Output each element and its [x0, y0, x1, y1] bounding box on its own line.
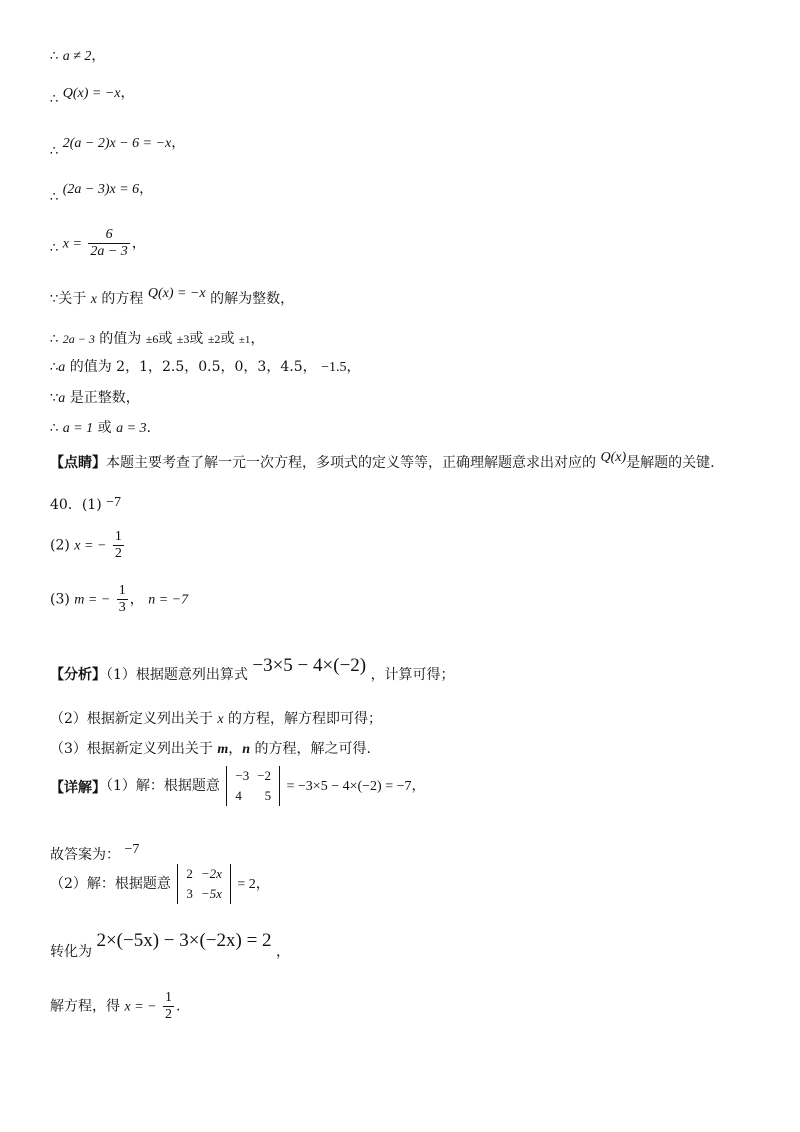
variable: m [217, 742, 229, 757]
punct: . [146, 420, 151, 436]
therefore-symbol: ∴ [50, 421, 59, 436]
math-expr: −3×5 − 4×(−2) [252, 655, 367, 676]
text: 的值为 [99, 331, 142, 347]
therefore-symbol: ∴ [50, 332, 59, 347]
numerator: 1 [118, 583, 126, 598]
analysis-line3 [50, 740, 371, 759]
math-expr: Q(x) = −x [147, 286, 206, 301]
convert-line [50, 930, 291, 960]
math-lhs: m = − [74, 592, 111, 608]
determinant [177, 864, 231, 904]
math-expr: = −3×5 − 4×(−2) = −7 [286, 779, 412, 794]
punct: ， [129, 591, 144, 608]
fraction [113, 529, 124, 562]
numerator: 6 [88, 227, 129, 244]
math-expr: Q(x) [600, 450, 627, 465]
fraction [117, 583, 128, 616]
text: 的方程 [96, 291, 144, 307]
det-cell: 5 [264, 788, 272, 803]
step-solve-x [50, 227, 146, 260]
answer-line [50, 840, 140, 863]
value: ±6 [145, 332, 159, 346]
math-expr: = 2 [237, 877, 256, 892]
text: 或 [189, 331, 204, 347]
fraction [163, 990, 174, 1023]
punct: ， [250, 331, 265, 347]
variable: n [242, 742, 251, 757]
text: 关于 [58, 291, 91, 307]
step-substitute [50, 134, 186, 159]
math-expr: a ≠ 2 [62, 49, 92, 64]
analysis-tag: 【分析】 [50, 667, 106, 683]
fraction [88, 227, 129, 260]
determinant [226, 766, 280, 806]
det-cell: 2 [186, 866, 193, 881]
math-expr: a = 1 [62, 421, 94, 436]
math-expr: (2a − 3)x = 6 [62, 182, 140, 197]
detail-line1 [50, 766, 426, 806]
therefore-symbol: ∴ [50, 92, 59, 107]
note-text: 本题主要考查了解一元一次方程，多项式的定义等等，正确理解题意求出对应的 [106, 455, 596, 471]
therefore-symbol: ∴ [50, 144, 59, 159]
text: 的值为 2，1，2.5，0.5，0，3，4.5， [65, 359, 317, 375]
det-cell: 3 [186, 886, 193, 901]
math-lhs: x = − [74, 538, 107, 554]
step-a-values [50, 358, 360, 377]
variable: a [58, 391, 66, 406]
step-q-equals-neg-x [50, 84, 135, 107]
punct: ， [120, 85, 135, 101]
text: 的方程，解方程即可得； [223, 711, 383, 727]
detail-line2 [50, 864, 270, 904]
detail-tag: 【详解】 [50, 780, 106, 796]
text: 故答案为： [50, 847, 120, 863]
part-label: (2) [50, 537, 70, 554]
variable: x [217, 712, 224, 727]
math-expr: n = −7 [148, 592, 189, 608]
therefore-symbol: ∴ [50, 360, 59, 375]
math-expr: a = 3 [116, 421, 147, 436]
punct: ， [131, 235, 146, 252]
punct: ， [171, 135, 186, 151]
note-text: 是解题的关键. [626, 455, 715, 471]
text: 或 [97, 420, 112, 436]
math-expr: Q(x) = −x [62, 86, 121, 101]
answer-value: −7 [106, 495, 122, 510]
text: ，计算可得； [370, 667, 455, 683]
q40-part2 [50, 529, 126, 562]
det-cell: −2 [257, 768, 272, 783]
text: 转化为 [50, 944, 92, 960]
therefore-symbol: ∴ [50, 190, 59, 205]
text: （1）根据题意列出算式 [106, 667, 248, 683]
analysis-line1 [50, 655, 455, 683]
text: 是正整数， [65, 390, 140, 406]
text: （1）解：根据题意 [106, 778, 220, 794]
punct: ， [139, 181, 154, 197]
text: （2）根据新定义列出关于 [50, 711, 218, 727]
step-positive-integer [50, 389, 140, 408]
denominator: 2a − 3 [90, 244, 128, 259]
math-lhs: x = [62, 236, 82, 252]
det-cell: −3 [235, 768, 250, 783]
det-cell: 4 [235, 788, 242, 803]
value: ±3 [176, 332, 190, 346]
q40-part1 [50, 496, 121, 515]
math-expr: 2×(−5x) − 3×(−2x) = 2 [96, 930, 272, 951]
text: 或 [220, 331, 235, 347]
value: ±2 [207, 332, 221, 346]
therefore-symbol: ∴ [50, 49, 59, 64]
punct: ， [411, 778, 426, 794]
punct: . [176, 998, 181, 1015]
part-label: (1) [81, 497, 102, 513]
text: 的方程，解之可得. [250, 741, 371, 757]
because-symbol: ∵ [50, 292, 59, 307]
step-divisor-values [50, 330, 264, 349]
denominator: 2 [165, 1007, 173, 1022]
q40-part3 [50, 583, 188, 616]
text: （2）解：根据题意 [50, 876, 171, 892]
comment-note [50, 448, 715, 471]
numerator: 1 [114, 529, 122, 544]
therefore-symbol: ∴ [50, 240, 59, 256]
punct: ， [255, 876, 270, 892]
answer-value: −7 [124, 842, 140, 857]
note-tag: 【点睛】 [50, 455, 106, 471]
step-conclusion [50, 419, 151, 438]
det-cell: −5x [200, 886, 222, 901]
text: （3）根据新定义列出关于 [50, 741, 218, 757]
math-expr: 2(a − 2)x − 6 = −x [62, 136, 172, 151]
question-number: 40． [50, 497, 82, 513]
text: 解方程，得 [50, 998, 120, 1015]
value: −1.5 [321, 360, 347, 375]
step-a-not-2 [50, 47, 105, 66]
text: 或 [158, 331, 173, 347]
part-label: (3) [50, 591, 70, 608]
punct: ， [346, 359, 361, 375]
variable: x [90, 292, 97, 307]
value: ±1 [238, 334, 251, 346]
math-expr: 2a − 3 [62, 332, 95, 346]
det-cell: −2x [200, 866, 222, 881]
numerator: 1 [165, 990, 173, 1005]
analysis-line2 [50, 710, 382, 729]
math-lhs: x = − [124, 999, 157, 1015]
step-integer-solution [50, 284, 295, 307]
variable: a [58, 360, 66, 375]
denominator: 2 [114, 546, 122, 561]
solve-line [50, 990, 180, 1023]
punct: ， [91, 48, 106, 64]
because-symbol: ∵ [50, 391, 59, 406]
denominator: 3 [118, 600, 126, 615]
step-simplify [50, 180, 154, 205]
text: 的解为整数， [210, 291, 295, 307]
punct: ， [276, 944, 291, 960]
punct: ， [228, 741, 243, 757]
